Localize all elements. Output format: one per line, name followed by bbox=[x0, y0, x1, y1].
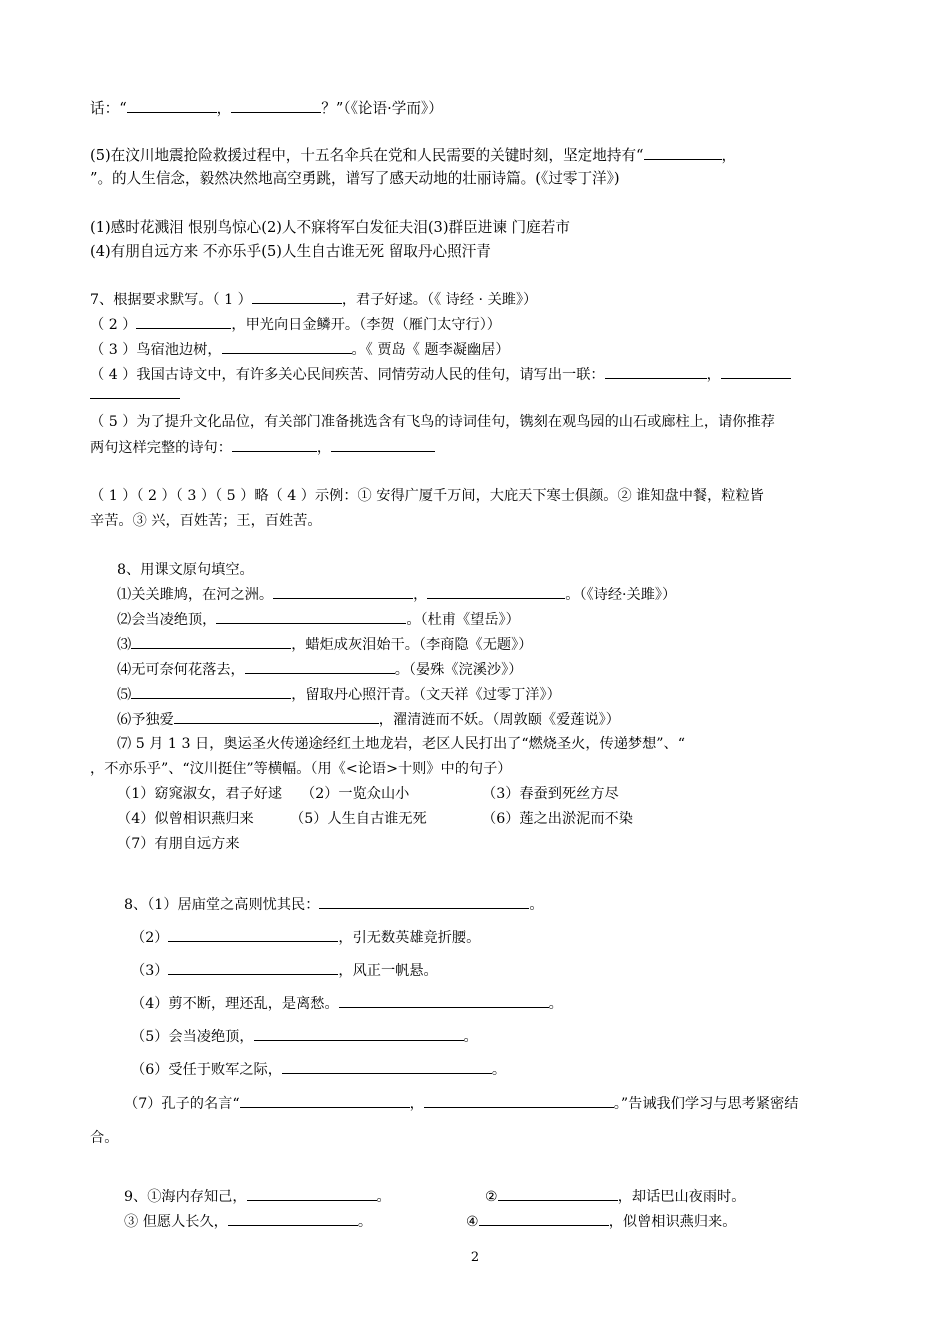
q8b-line3 bbox=[131, 960, 438, 981]
fill-blank[interactable] bbox=[168, 927, 338, 942]
text: （ 4 ）我国古诗文中，有许多关心民间疾苦、同情劳动人民的佳句，请写出一联： bbox=[90, 367, 605, 383]
text: ，留取丹心照汗青。（文天祥《过零丁洋》） bbox=[291, 687, 561, 703]
q8b-line6 bbox=[131, 1059, 506, 1080]
q8a-answer-1: （1）窈窕淑女，君子好逑 bbox=[117, 786, 283, 802]
text: ⑹予独爱 bbox=[117, 712, 174, 728]
text: ③ 但愿人长久， bbox=[124, 1214, 228, 1230]
text: ⑵会当凌绝顶， bbox=[117, 612, 217, 628]
q8a-answer-2: （2）一览众山小 bbox=[301, 786, 410, 802]
q8a-answer-3: （3）春蚕到死丝方尽 bbox=[482, 786, 619, 802]
q8a-item6 bbox=[117, 709, 620, 730]
text: 。 bbox=[357, 1214, 373, 1230]
q7-line6 bbox=[90, 437, 435, 458]
q9-item4 bbox=[466, 1211, 736, 1232]
q8b-line4 bbox=[131, 993, 563, 1014]
q9-item3 bbox=[124, 1211, 372, 1232]
text: (5)在汶川地震抢险救援过程中，十五名伞兵在党和人民需要的关键时刻，坚定地持有“ bbox=[90, 147, 644, 164]
q8a-item1 bbox=[117, 584, 676, 605]
text: ，君子好逑。（《 诗经 · 关雎》） bbox=[341, 292, 538, 308]
text: 。 bbox=[463, 1029, 478, 1045]
text: ， bbox=[409, 1096, 424, 1112]
q7-answer-line2: 辛苦。③ 兴，百姓苦；王，百姓苦。 bbox=[90, 513, 322, 529]
q8b-line2 bbox=[131, 927, 480, 948]
q9-item1 bbox=[124, 1186, 391, 1207]
fill-blank[interactable] bbox=[319, 894, 529, 909]
q8a-answer-7: （7）有朋自远方来 bbox=[117, 836, 240, 852]
fill-blank[interactable] bbox=[252, 289, 342, 304]
fill-blank[interactable] bbox=[644, 145, 722, 160]
text: ， bbox=[721, 147, 737, 164]
q9-item2 bbox=[485, 1186, 745, 1207]
text: ④ bbox=[466, 1214, 479, 1230]
text: 。《 贾岛《 题李凝幽居） bbox=[351, 342, 510, 358]
fill-blank[interactable] bbox=[222, 339, 352, 354]
q8a-item3 bbox=[117, 634, 532, 655]
fill-blank[interactable] bbox=[273, 584, 413, 599]
text: 两句这样完整的诗句： bbox=[90, 440, 232, 456]
fill-blank[interactable] bbox=[231, 98, 321, 113]
fill-blank[interactable] bbox=[339, 993, 549, 1008]
text: ， bbox=[413, 587, 428, 603]
fill-blank[interactable] bbox=[331, 437, 435, 452]
q6-quote-line bbox=[90, 98, 443, 119]
text: 话：“ bbox=[90, 100, 127, 117]
fill-blank[interactable] bbox=[498, 1186, 618, 1201]
text: ⑷无可奈何花落去， bbox=[117, 662, 245, 678]
text: 。”告诫我们学习与思考紧密结 bbox=[613, 1096, 799, 1112]
fill-blank[interactable] bbox=[90, 384, 180, 399]
q8a-answer-6: （6）莲之出淤泥而不染 bbox=[482, 811, 633, 827]
q8a-item2 bbox=[117, 609, 520, 630]
q8a-item7-line2: ，不亦乐乎”、“汶川挺住”等横幅。（用《<论语>十则》中的句子） bbox=[90, 761, 512, 777]
text: ，似曾相识燕归来。 bbox=[608, 1214, 737, 1230]
text: 。 bbox=[529, 897, 544, 913]
text: 。 bbox=[376, 1189, 391, 1205]
fill-blank[interactable] bbox=[721, 364, 791, 379]
q7-line1 bbox=[90, 289, 537, 310]
text: 9、①海内存知己， bbox=[124, 1189, 247, 1205]
text: （3） bbox=[131, 963, 169, 979]
fill-blank[interactable] bbox=[282, 1059, 492, 1074]
q8a-item4 bbox=[117, 659, 522, 680]
text: ？”（《论语·学而》） bbox=[321, 100, 443, 117]
text: （7）孔子的名言“ bbox=[124, 1096, 240, 1112]
text: （ 3 ）鸟宿池边树， bbox=[90, 342, 222, 358]
fill-blank[interactable] bbox=[131, 634, 291, 649]
fill-blank[interactable] bbox=[216, 609, 406, 624]
text: （ 2 ） bbox=[90, 317, 137, 333]
text: ，濯清涟而不妖。（周敦颐《爱莲说》） bbox=[378, 712, 620, 728]
fill-blank[interactable] bbox=[228, 1211, 358, 1226]
text: （5）会当凌绝顶， bbox=[131, 1029, 254, 1045]
fill-blank[interactable] bbox=[174, 709, 379, 724]
text: ， bbox=[316, 440, 332, 456]
fill-blank[interactable] bbox=[427, 584, 565, 599]
q6-item5-line2: ”。的人生信念，毅然决然地高空勇跳，谱写了感天动地的壮丽诗篇。(《过零丁洋》) bbox=[90, 170, 620, 187]
text: ，风正一帆悬。 bbox=[338, 963, 438, 979]
q8a-answer-5: （5）人生自古谁无死 bbox=[290, 811, 427, 827]
q8b-line5 bbox=[131, 1026, 478, 1047]
text: 。 bbox=[548, 996, 563, 1012]
text: ，蜡炬成灰泪始干。（李商隐《无题》） bbox=[291, 637, 533, 653]
fill-blank[interactable] bbox=[424, 1093, 614, 1108]
q8a-answer-4: （4）似曾相识燕归来 bbox=[117, 811, 254, 827]
fill-blank[interactable] bbox=[245, 659, 395, 674]
text: （2） bbox=[131, 930, 169, 946]
q7-line4-continuation bbox=[90, 384, 180, 405]
text: （6）受任于败军之际， bbox=[131, 1062, 282, 1078]
text: 8、（1）居庙堂之高则忧其民： bbox=[124, 897, 320, 913]
q8b-line1 bbox=[124, 894, 544, 915]
q8a-title: 8、用课文原句填空。 bbox=[117, 562, 254, 578]
fill-blank[interactable] bbox=[127, 98, 217, 113]
fill-blank[interactable] bbox=[479, 1211, 609, 1226]
q7-answer-line1: （ 1 ）（ 2 ）（ 3 ）（ 5 ）略（ 4 ）示例：① 安得广厦千万间，大庇天下寒士俱颜。② 谁知盘中餐，粒粒皆 bbox=[90, 488, 764, 504]
fill-blank[interactable] bbox=[232, 437, 317, 452]
fill-blank[interactable] bbox=[131, 684, 291, 699]
q8b-line7 bbox=[124, 1093, 798, 1114]
q7-line5: （ 5 ）为了提升文化品位，有关部门准备挑选含有飞鸟的诗词佳句，镌刻在观鸟园的山石或廊柱上，请你推荐 bbox=[90, 414, 775, 430]
fill-blank[interactable] bbox=[136, 314, 231, 329]
text: ⑸ bbox=[117, 687, 132, 703]
q6-answer-line1: (1)感时花溅泪 恨别鸟惊心(2)人不寐将军白发征夫泪(3)群臣进谏 门庭若市 bbox=[90, 219, 570, 236]
fill-blank[interactable] bbox=[247, 1186, 377, 1201]
text: ② bbox=[485, 1189, 498, 1205]
text: ，甲光向日金鳞开。（李贺（雁门太守行）） bbox=[231, 317, 501, 333]
text: （4）剪不断，理还乱，是离愁。 bbox=[131, 996, 339, 1012]
text: 。（《诗经·关雎》） bbox=[565, 587, 677, 603]
text: 。（晏殊《浣溪沙》） bbox=[394, 662, 523, 678]
text: ⑴关关雎鸠，在河之洲。 bbox=[117, 587, 274, 603]
text: ， bbox=[216, 100, 232, 117]
q7-line2 bbox=[90, 314, 501, 335]
q8b-line8: 合。 bbox=[90, 1130, 119, 1146]
q8a-item7-line1: ⑺ 5 月 1 3 日，奥运圣火传递途经红土地龙岩，老区人民打出了“燃烧圣火，传递梦想”、“ bbox=[117, 736, 685, 752]
text: ⑶ bbox=[117, 637, 132, 653]
fill-blank[interactable] bbox=[240, 1093, 410, 1108]
fill-blank[interactable] bbox=[605, 364, 707, 379]
q7-line4 bbox=[90, 364, 791, 385]
fill-blank[interactable] bbox=[168, 960, 338, 975]
q8a-item5 bbox=[117, 684, 561, 705]
text: 。（杜甫《望岳》） bbox=[406, 612, 520, 628]
q7-line3 bbox=[90, 339, 510, 360]
text: ，却话巴山夜雨时。 bbox=[617, 1189, 746, 1205]
text: 7、根据要求默写。（ 1 ） bbox=[90, 292, 252, 308]
text: 。 bbox=[491, 1062, 507, 1078]
text: ，引无数英雄竞折腰。 bbox=[338, 930, 481, 946]
fill-blank[interactable] bbox=[254, 1026, 464, 1041]
page-number: 2 bbox=[470, 1250, 480, 1265]
q6-item5-line1 bbox=[90, 145, 736, 166]
text: ， bbox=[706, 367, 721, 383]
q6-answer-line2: (4)有朋自远方来 不亦乐乎(5)人生自古谁无死 留取丹心照汗青 bbox=[90, 243, 491, 260]
